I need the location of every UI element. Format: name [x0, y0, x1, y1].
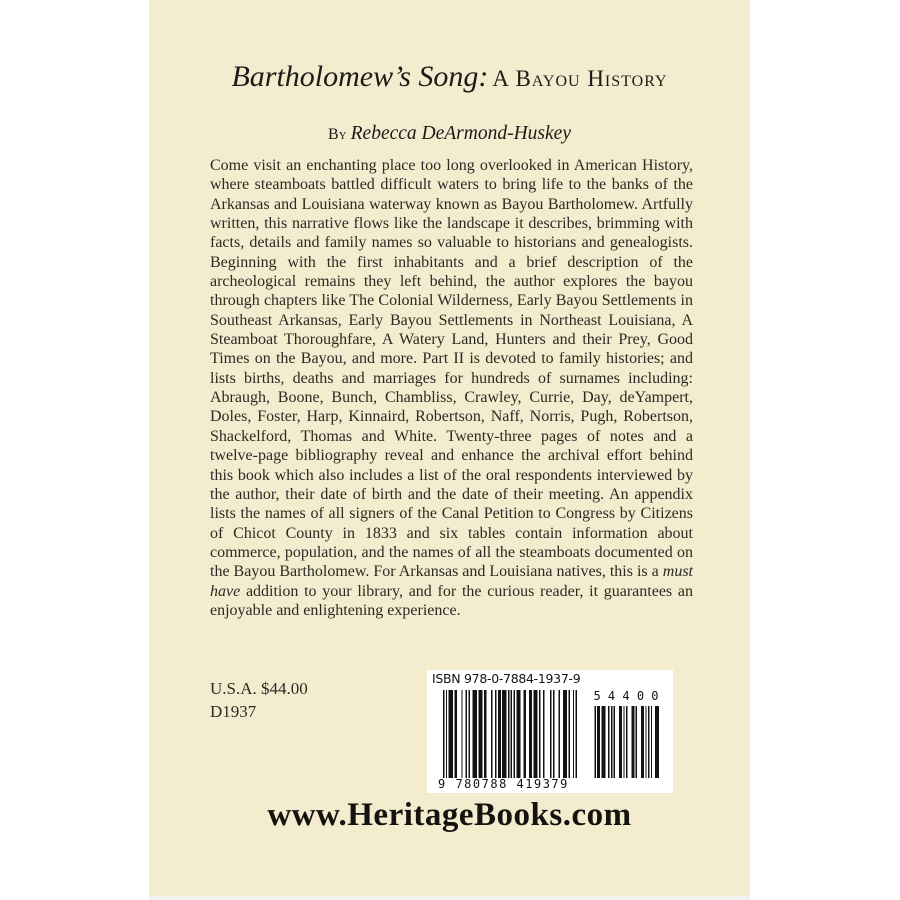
catalog-number: D1937 [210, 701, 257, 721]
isbn-label: ISBN 978-0-7884-1937-9 [432, 671, 581, 686]
book-title [149, 60, 750, 94]
description-text-part1: Come visit an enchanting place too long overlooked in American History, where steamboats battled difficult waters to bring life to the banks of the Arkansas and Louisiana waterway known as Bayou Bartholomew. Artfully written, this narrative flows like the landscape it describes, brimming with facts, details and family names so valuable to historians and genealogists. Beginning with the first inhabitants and a brief description of the archeological remains they left behind, the author explores the bayou through chapters like The Colonial Wilderness, Early Bayou Settlements in Southeast Arkansas, Early Bayou Settlements in Northeast Louisiana, A Steamboat Thoroughfare, A Watery Land, Hunters and their Prey, Good Times on the Bayou, and more. Part II is devoted to family histories; and lists births, deaths and marriages for hundreds of surnames including: Abraugh, Boone, Bunch, Chambliss, Crawley, Currie, Day, deYampert, Doles, Foster, Harp, Kinnaird, Robertson, Naff, Norris, Pugh, Robertson, Shackelford, Thomas and White. Twenty-three pages of notes and a twelve-page bibliography reveal and enhance the archival effort behind this book which also includes a list of the oral respondents interviewed by the author, their date of birth and the date of their meeting. An appendix lists the names of all signers of the Canal Petition to Congress by Citizens of Chicot County in 1833 and six tables contain information about commerce, population, and the names of all the steamboats documented on the Bayou Bartholomew. For Arkansas and Louisiana natives, this is a [210, 157, 693, 581]
barcode-box [427, 670, 673, 793]
description-italic-phrase: must have [210, 563, 693, 600]
website-url: www.HeritageBooks.com [267, 797, 632, 833]
cover-bottom-edge [149, 896, 750, 900]
barcode-addon-digits: 5 4 4 0 0 [593, 689, 659, 703]
book-title-subtitle: A Bayou History [492, 66, 668, 91]
book-title-main: Bartholomew’s Song: [231, 60, 489, 93]
ean13-digits: 9 780788 419379 [438, 777, 569, 791]
price: U.S.A. $44.00 [210, 679, 308, 698]
ean5-addon-barcode-icon [593, 706, 659, 778]
byline-prefix: By [328, 126, 347, 143]
author-name: Rebecca DeArmond-Huskey [350, 123, 571, 144]
byline [149, 123, 750, 145]
ean13-barcode-icon [443, 690, 577, 778]
book-back-cover [149, 0, 750, 896]
book-description [210, 156, 693, 620]
description-text-part2: addition to your library, and for the curious reader, it guarantees an enjoyable and enlightening experience. [210, 582, 693, 619]
price-block [210, 678, 308, 723]
